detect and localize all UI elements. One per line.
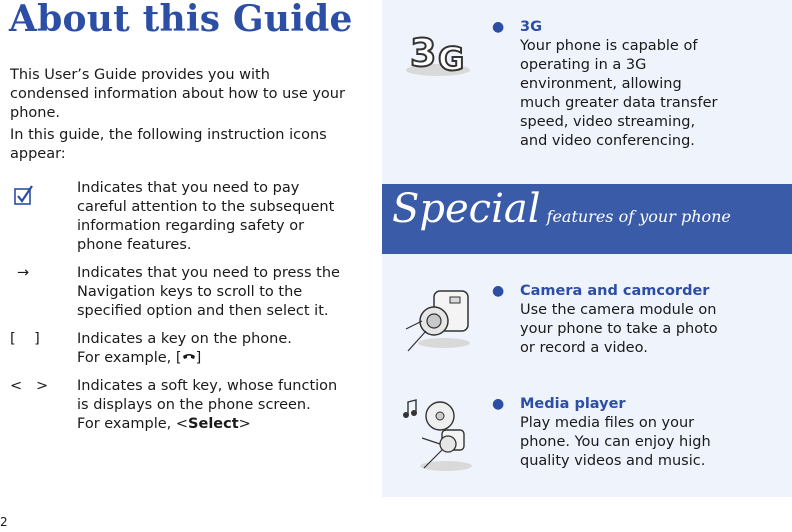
svg-text:G: G bbox=[438, 40, 465, 78]
checkbox-icon bbox=[10, 179, 70, 213]
media-player-icon bbox=[402, 394, 478, 474]
example-suffix: > bbox=[238, 416, 251, 432]
section-title-sub: features of your phone bbox=[546, 207, 731, 226]
instruction-desc bbox=[77, 377, 352, 434]
intro-paragraph: This User’s Guide provides you with condensed information about how to use your phone. bbox=[10, 67, 345, 121]
instruction-desc: Indicates that you need to press the Navigation keys to scroll to the specified option and then select it. bbox=[77, 265, 340, 319]
instruction-desc: Indicates that you need to pay careful attention to the subsequent information regarding safety or phone features. bbox=[77, 180, 335, 253]
feature-media-player bbox=[492, 395, 720, 471]
icons-intro-paragraph: In this guide, the following instruction icons appear: bbox=[10, 127, 327, 162]
instruction-desc bbox=[77, 330, 352, 368]
arrow-right-icon: → bbox=[17, 265, 30, 281]
bullet-icon: ● bbox=[492, 19, 505, 35]
bullet-icon: ● bbox=[492, 283, 505, 299]
feature-title: Camera and camcorder bbox=[520, 283, 710, 299]
key-bracket-symbol: [ ] bbox=[10, 331, 40, 347]
page-number: 2 bbox=[0, 515, 8, 529]
example-prefix: For example, < bbox=[77, 416, 189, 432]
page-title: About this Guide bbox=[9, 0, 353, 40]
example-prefix: For example, [ bbox=[77, 350, 182, 366]
feature-desc: Play media files on your phone. You can enjoy high quality videos and music. bbox=[520, 415, 711, 469]
feature-desc: Your phone is capable of operating in a 3G environment, allowing much greater data transfer speed, video streaming, and video conferencing. bbox=[520, 38, 718, 149]
section-title bbox=[392, 186, 731, 232]
feature-title: Media player bbox=[520, 396, 626, 412]
bullet-icon: ● bbox=[492, 396, 505, 412]
instruction-text: Indicates a soft key, whose function is displays on the phone screen. bbox=[77, 378, 338, 413]
feature-camera bbox=[492, 282, 720, 358]
guide-column bbox=[0, 0, 380, 532]
section-title-main: Special bbox=[392, 186, 541, 232]
feature-3g bbox=[492, 18, 720, 151]
svg-text:3: 3 bbox=[410, 31, 437, 75]
softkey-symbol: < > bbox=[10, 378, 49, 394]
feature-title: 3G bbox=[520, 19, 542, 35]
instruction-text: Indicates a key on the phone. bbox=[77, 331, 292, 347]
phone-end-icon bbox=[182, 350, 196, 366]
feature-desc: Use the camera module on your phone to take a photo or record a video. bbox=[520, 302, 718, 356]
3g-icon bbox=[404, 20, 474, 80]
features-panel bbox=[382, 0, 792, 497]
camera-icon bbox=[404, 283, 474, 353]
example-suffix: ] bbox=[195, 350, 202, 366]
example-softkey: Select bbox=[188, 416, 239, 432]
